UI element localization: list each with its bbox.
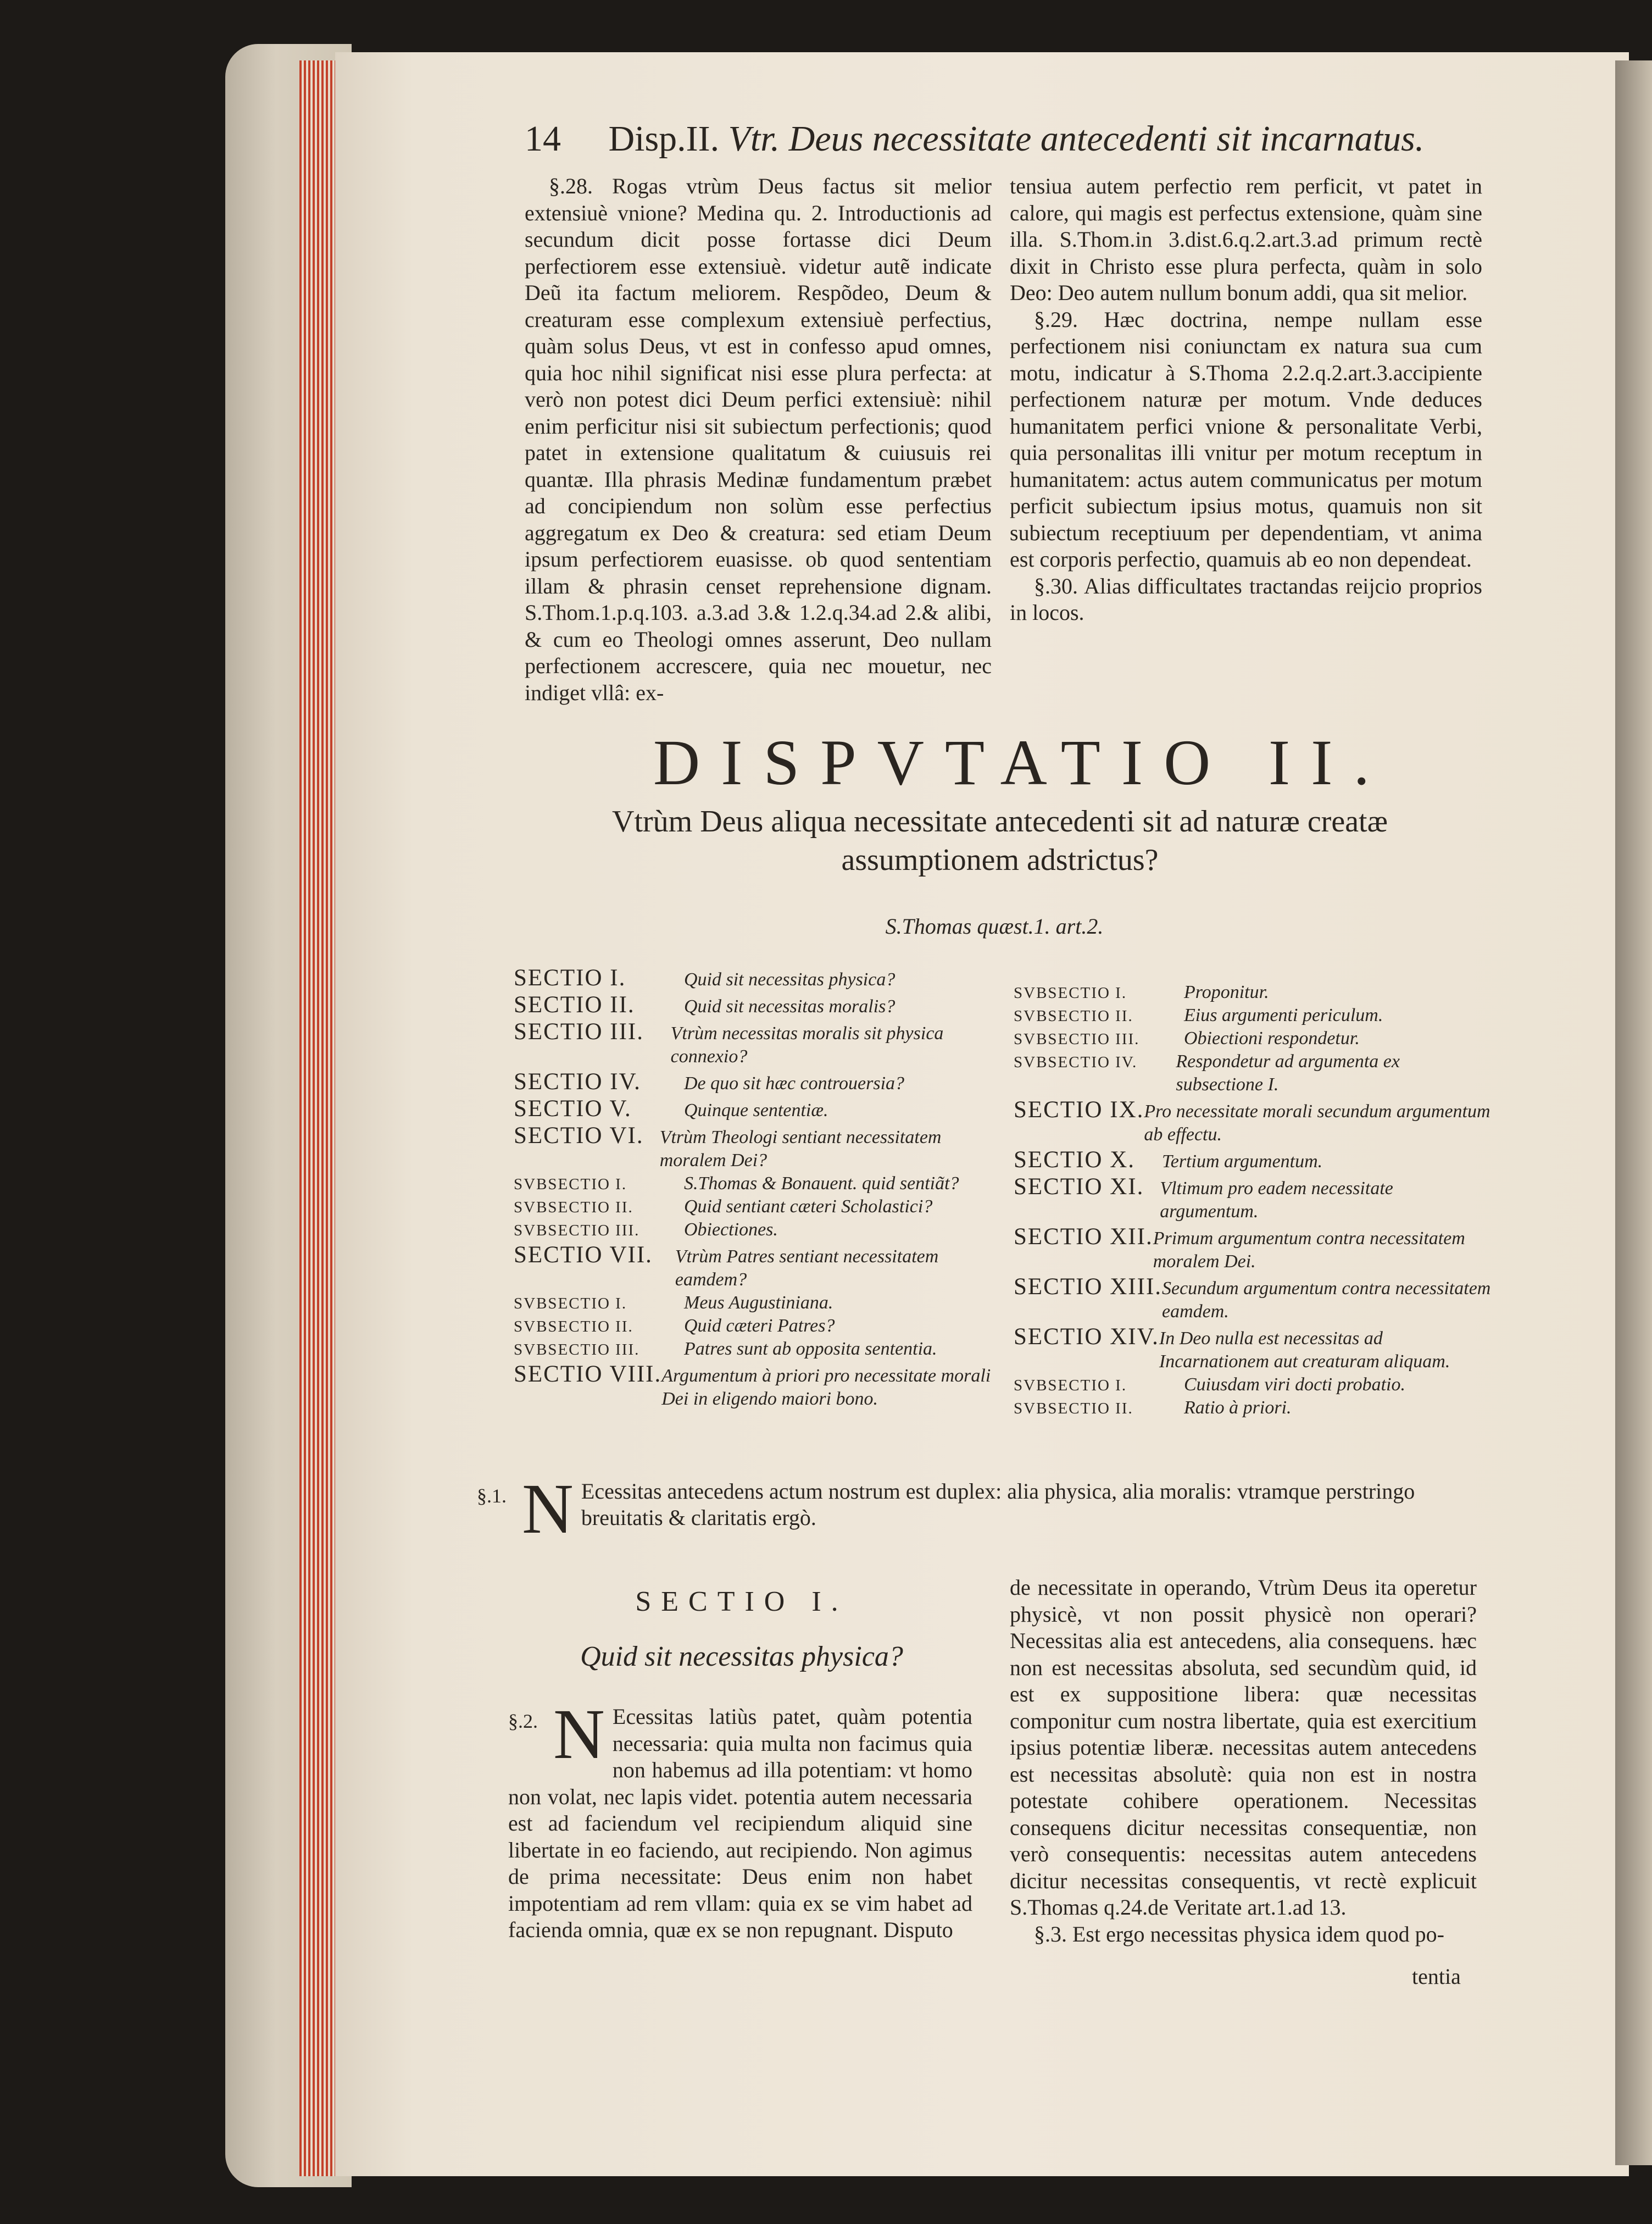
contents-entry xyxy=(1014,1027,1492,1050)
contents-text: Eius argumenti periculum. xyxy=(1184,1005,1383,1025)
drop-capital: N xyxy=(522,1469,574,1549)
paragraph-2 xyxy=(508,1695,972,1944)
contents-entry xyxy=(1014,1050,1492,1096)
contents-entry xyxy=(1014,1273,1492,1323)
top-left-column xyxy=(525,173,992,706)
contents-entry xyxy=(514,1218,997,1241)
contents-text: Quid cæteri Patres? xyxy=(684,1316,835,1336)
contents-text: Quid sit necessitas moralis? xyxy=(684,996,895,1017)
contents-label: SECTIO II. xyxy=(514,992,635,1018)
contents-entry xyxy=(514,991,997,1018)
contents-entry xyxy=(1014,1323,1492,1373)
contents-text: Vtrùm Patres sentiant necessitatem eamdem? xyxy=(675,1246,939,1290)
section-subtitle: Quid sit necessitas physica? xyxy=(580,1641,903,1672)
contents-entry xyxy=(514,1195,997,1218)
contents-label: SVBSECTIO I. xyxy=(1014,1377,1127,1394)
contents-text: Secundum argumentum contra necessitatem eamdem. xyxy=(1162,1278,1491,1322)
contents-label: SECTIO XII. xyxy=(1014,1224,1153,1250)
paragraph-continued: tensiua autem perfectio rem perficit, vt patet in calore, qui magis est perfectus extensione, quàm sine illa. S.Thom.in 3.dist.6.q.2.art.3.ad primum rectè dixit in Christo esse plura perfecta, quàm in solo Deo: Deo autem nullum bonum addi, qua sit melior. xyxy=(1010,174,1482,305)
contents-text: Vtrùm Theologi sentiant necessitatem moralem Dei? xyxy=(659,1127,942,1171)
contents-label: SECTIO III. xyxy=(514,1019,644,1045)
paragraph-30: §.30. Alias difficultates tractandas reijcio proprios in locos. xyxy=(1010,573,1482,625)
contents-text: Quid sentiant cæteri Scholastici? xyxy=(684,1196,933,1217)
contents-label: SVBSECTIO II. xyxy=(514,1318,633,1335)
running-head xyxy=(525,118,1425,168)
contents-label: SVBSECTIO II. xyxy=(1014,1007,1133,1025)
contents-text: S.Thomas & Bonauent. quid sentiãt? xyxy=(684,1173,959,1194)
contents-text: Proponitur. xyxy=(1184,982,1269,1002)
contents-entry xyxy=(1014,1373,1492,1396)
contents-text: De quo sit hæc controuersia? xyxy=(684,1073,905,1094)
contents-text: Primum argumentum contra necessitatem moralem Dei. xyxy=(1153,1228,1465,1272)
contents-entry xyxy=(1014,1146,1492,1173)
contents-text: Vltimum pro eadem necessitate argumentum. xyxy=(1160,1178,1393,1222)
contents-text: Vtrùm necessitas moralis sit physica connexio? xyxy=(670,1023,944,1067)
paragraph-1 xyxy=(477,1469,1482,1549)
contents-text: In Deo nulla est necessitas ad Incarnationem aut creaturam aliquam. xyxy=(1159,1328,1450,1372)
contents-label: SVBSECTIO I. xyxy=(1014,984,1127,1002)
contents-label: SVBSECTIO II. xyxy=(1014,1400,1133,1417)
contents-entry xyxy=(1014,1096,1492,1146)
contents-text: Pro necessitate morali secundum argumentum ab effectu. xyxy=(1144,1101,1490,1145)
contents-label: SECTIO VIII. xyxy=(514,1361,662,1387)
paragraph-mark: §.2. xyxy=(508,1710,538,1732)
paragraph-3: §.3. Est ergo necessitas physica idem quod po- xyxy=(1034,1921,1444,1946)
top-right-column xyxy=(1010,173,1482,626)
contents-label: SECTIO IV. xyxy=(514,1069,641,1095)
contents-label: SVBSECTIO III. xyxy=(514,1341,640,1358)
running-title: Vtr. Deus necessitate antecedenti sit incarnatus. xyxy=(728,119,1425,159)
contents-label: SECTIO XIV. xyxy=(1014,1324,1159,1350)
contents-text: Obiectioni respondetur. xyxy=(1184,1028,1360,1049)
contents-text: Argumentum à priori pro necessitate morali Dei in eligendo maiori bono. xyxy=(661,1366,991,1409)
contents-entry xyxy=(514,1095,997,1122)
contents-label: SVBSECTIO II. xyxy=(514,1199,633,1216)
contents-label: SECTIO VI. xyxy=(514,1123,644,1149)
contents-text: Meus Augustiniana. xyxy=(684,1293,833,1313)
contents-entry xyxy=(1014,1173,1492,1223)
contents-label: SECTIO I. xyxy=(514,965,626,991)
disp-label: Disp.II. xyxy=(608,119,720,159)
contents-entry xyxy=(514,1122,997,1172)
contents-text: Quid sit necessitas physica? xyxy=(684,969,895,990)
contents-text: Patres sunt ab opposita sententia. xyxy=(684,1339,937,1359)
page-number: 14 xyxy=(525,119,561,159)
thomas-reference: S.Thomas quæst.1. art.2. xyxy=(885,914,1104,939)
page-edges-red xyxy=(299,60,338,2176)
contents-entry xyxy=(514,1291,997,1315)
contents-label: SECTIO X. xyxy=(1014,1147,1136,1173)
contents-text: Tertium argumentum. xyxy=(1162,1151,1323,1172)
bottom-right-column xyxy=(1010,1574,1477,1948)
contents-entry xyxy=(514,1068,997,1095)
contents-label: SVBSECTIO IV. xyxy=(1014,1053,1138,1071)
contents-entry xyxy=(514,1172,997,1195)
drop-capital: N xyxy=(553,1695,605,1774)
contents-entry xyxy=(514,964,997,991)
contents-entry xyxy=(514,1361,997,1411)
contents-label: SECTIO IX. xyxy=(1014,1097,1144,1123)
disputatio-question: Vtrùm Deus aliqua necessitate antecedenti sit ad naturæ creatæ assumptionem adstrictus? xyxy=(612,805,1388,877)
contents-text: Cuiusdam viri docti probatio. xyxy=(1184,1374,1405,1395)
contents-label: SVBSECTIO III. xyxy=(514,1222,640,1239)
disputatio-title: DISPVTATIO II. xyxy=(653,726,1390,798)
contents-label: SECTIO XIII. xyxy=(1014,1274,1162,1300)
contents-entry xyxy=(1014,981,1492,1004)
contents-label: SECTIO VII. xyxy=(514,1242,653,1268)
contents-entry xyxy=(514,1241,997,1291)
contents-label: SVBSECTIO III. xyxy=(1014,1030,1140,1048)
paragraph-text: Ecessitas latiùs patet, quàm potentia necessaria: quia multa non facimus quia non habemus ad illa potentiam: vt homo non volat, nec lapis videt. potentia autem necessaria est ad faciendum vel recipiendum aliquid sine libertate in eo faciendo, aut recipiendo. Non agimus de prima necessitate: Deus enim non habet impotentiam ad rem vllam: quia ex se vim habet ad facienda omnia, quæ ex se non repugnant. Disputo xyxy=(508,1704,972,1942)
contents-entry xyxy=(1014,1396,1492,1419)
paragraph-continued: de necessitate in operando, Vtrùm Deus ita operetur physicè, vt non possit physicè non operari? Necessitas alia est antecedens, alia consequens. hæc non est necessitas absoluta, sed secundùm quid, id est ex suppositione libera: quæ necessitas componitur cum nostra libertate, quia est exercitium ipsius potentiæ liberæ. necessitas autem antecedens est necessitas absolutè: quia non est in nostra potestate cohibere operationem. Necessitas consequens dicitur necessitas consequentiæ, non verò consequentis: necessitas autem antecedens dicitur necessitas consequentis, vt rectè explicuit S.Thomas q.24.de Veritate art.1.ad 13. xyxy=(1010,1575,1477,1920)
contents-text: Ratio à priori. xyxy=(1184,1397,1292,1418)
contents-label: SECTIO XI. xyxy=(1014,1174,1144,1200)
paragraph-text: Ecessitas antecedens actum nostrum est duplex: alia physica, alia moralis: vtramque perstringo breuitatis & claritatis ergò. xyxy=(581,1479,1415,1530)
contents-right xyxy=(1014,981,1492,1419)
contents-left xyxy=(514,964,997,1411)
contents-label: SVBSECTIO I. xyxy=(514,1295,627,1312)
contents-label: SVBSECTIO I. xyxy=(514,1175,627,1193)
contents-label: SECTIO V. xyxy=(514,1096,632,1122)
contents-entry xyxy=(1014,1223,1492,1273)
paragraph-28: §.28. Rogas vtrùm Deus factus sit melior extensiuè vnione? Medina qu. 2. Introductionis ad secundum dicit posse fortasse dici Deum perfectiorem esse extensiuè. videtur autẽ indicate Deũ ita factum meliorem. Respõdeo, Deum & creaturam esse complexum extensiuè perfectius, quàm solus Deus, vt est in confesso apud omnes, quia hoc nihil significat nisi esse plura perfecta: at verò non potest dici Deum perfici extensiuè: nihil enim perficitur nisi sit subiectum perfectionis; quod patet in extensione qualitatum & cuiusuis rei quantæ. Illa phrasis Medinæ fundamentum præbet ad concipiendum non solùm esse perfectius aggregatum ex Deo & creatura: sed etiam Deum ipsum perfectiorem euasisse. ob quod sententiam illam & phrasin censet reprehensione dignam. S.Thom.1.p.q.103. a.3.ad 3.& 1.2.q.34.ad 2.& alibi, & cum eo Theologi omnes asserunt, Deo nullam perfectionem accrescere, quia nec mouetur, nec indiget vllâ: ex- xyxy=(525,174,992,705)
catchword: tentia xyxy=(1412,1964,1461,1989)
paragraph-29: §.29. Hæc doctrina, nempe nullam esse perfectionem nisi coniunctam ex natura sua cum motu, indicatur à S.Thoma 2.2.q.2.art.3.accipiente perfectionem naturæ per motum. Vnde deduces humanitatem perfici vnione & personalitate Verbi, quia personalitas illi vnitur per motum receptum in humanitatem: actus autem communicatus per motum perficit subiectum ipsius motus, quamuis non sit subiectum receptiuum per dependentiam, vt anima est corporis perfectio, quamuis ab eo non dependeat. xyxy=(1010,307,1482,572)
contents-entry xyxy=(514,1018,997,1068)
section-heading: SECTIO I. xyxy=(635,1586,848,1617)
contents-text: Quinque sententiæ. xyxy=(684,1100,828,1121)
paragraph-mark: §.1. xyxy=(477,1485,507,1507)
contents-entry xyxy=(1014,1004,1492,1027)
facing-page-edge xyxy=(1615,60,1652,2165)
contents-entry xyxy=(514,1338,997,1361)
contents-text: Respondetur ad argumenta ex subsectione I. xyxy=(1176,1051,1400,1095)
contents-entry xyxy=(514,1315,997,1338)
contents-text: Obiectiones. xyxy=(684,1219,778,1240)
